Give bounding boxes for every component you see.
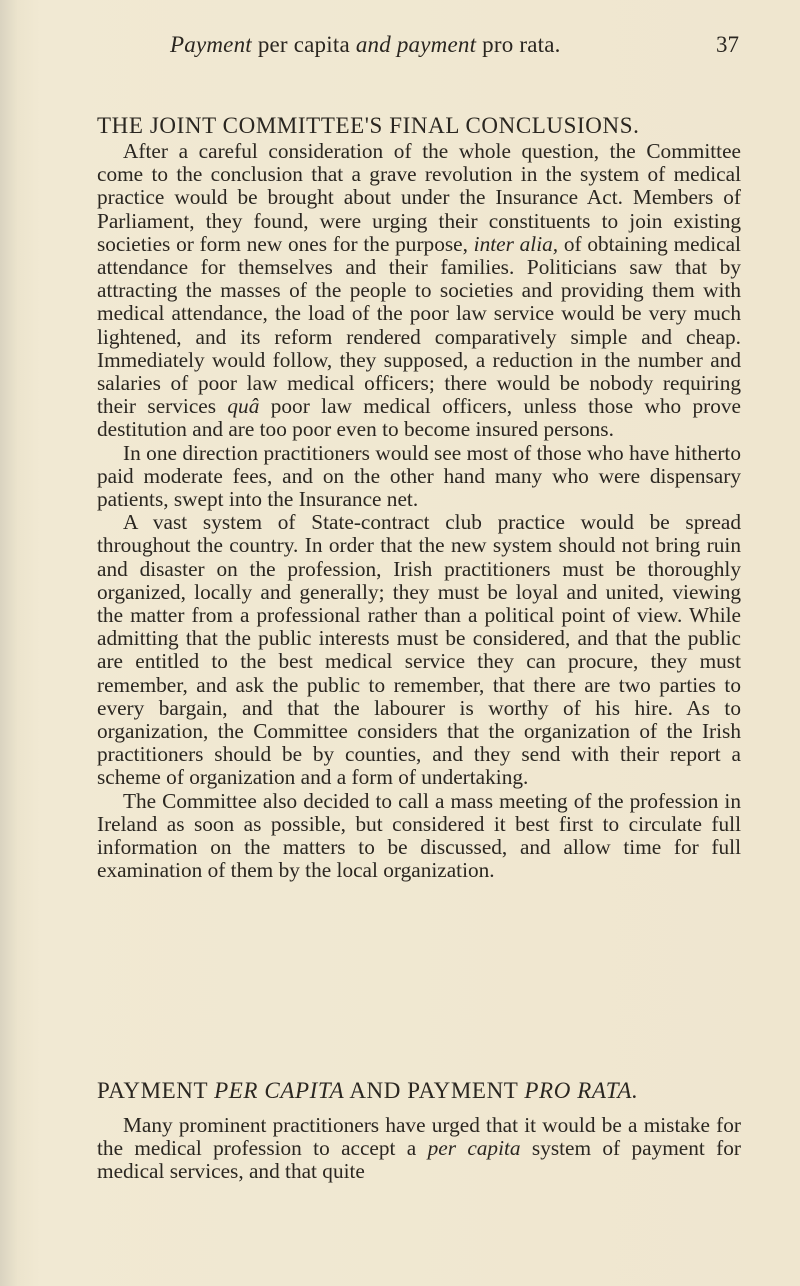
paragraph: A vast system of State-contract club practice would be spread throughout the country. In order that the new system should not bring ruin and disaster on the profession, Irish practitioners must be thoroughly organized, locally and generally; they must be loyal and united, viewing the matter from a professional rather than a political point of view. While admitting that the public interests must be considered, and that the public are entitled to the best medical service they can procure, they must remember, and ask the public to remember, that there are two parties to every bargain, and that the labourer is worthy of his hire. As to organization, the Committee considers that the organization of the Irish practitioners should be by counties, and they send with their report a scheme of organization and a form of undertaking. bbox=[97, 510, 741, 790]
paragraph-text: poor law medical officers, unless those who prove destitution and are too poor even to become insured persons. bbox=[97, 394, 741, 442]
running-head-part1: Payment bbox=[170, 32, 252, 57]
paragraph: In one direction practitioners would see most of those who have hitherto paid moderate fees, and on the other hand many who were dispensary patients, swept into the Insurance net. bbox=[97, 440, 741, 512]
paragraph bbox=[97, 1114, 741, 1184]
heading-part: AND PAYMENT bbox=[344, 1078, 525, 1103]
running-head-part2: per capita bbox=[251, 32, 356, 57]
section-heading-payment bbox=[97, 1078, 737, 1104]
running-head-part4: pro rata. bbox=[476, 32, 561, 57]
heading-italic: PER CAPITA bbox=[214, 1078, 345, 1103]
running-head-part3: and payment bbox=[355, 32, 477, 57]
section-body-payment bbox=[97, 1114, 741, 1184]
italic-phrase: quâ bbox=[227, 394, 260, 419]
paragraph-text: system of payment for medical services, and that quite bbox=[97, 1136, 741, 1184]
paragraph-text: After a careful consideration of the whole question, the Committee come to the conclusion that a grave revolution in the system of medical practice would be brought about under the Insurance Act. Members of Parliament, they found, were urging their constituents to join existing societies or form new ones for the purpose, bbox=[97, 139, 741, 256]
running-head bbox=[170, 32, 615, 58]
italic-phrase: inter alia, bbox=[473, 231, 559, 256]
paragraph-text: of obtaining medical attendance for themselves and their families. Politicians saw that by attracting the masses of the people to societies and providing them with medical attendance, the load of the poor law service would be very much lightened, and its reform rendered comparatively simple and cheap. Immediately would follow, they supposed, a reduction in the number and salaries of poor law medical officers; there would be nobody requiring their services bbox=[97, 231, 741, 419]
heading-part: PAYMENT bbox=[97, 1078, 215, 1103]
section-heading-final-conclusions: THE JOINT COMMITTEE'S FINAL CONCLUSIONS. bbox=[97, 113, 640, 138]
page-number: 37 bbox=[716, 32, 739, 57]
paragraph-text: Many prominent practitioners have urged that it would be a mistake for the medical profession to accept a bbox=[97, 1113, 741, 1161]
italic-phrase: per capita bbox=[427, 1136, 521, 1161]
paragraph: The Committee also decided to call a mass meeting of the profession in Ireland as soon as possible, but considered it best first to circulate full information on the matters to be discussed, and allow time for full examination of them by the local organization. bbox=[97, 788, 741, 883]
heading-italic: PRO RATA. bbox=[524, 1078, 639, 1103]
paragraph bbox=[97, 140, 741, 442]
section-body-final-conclusions bbox=[97, 140, 741, 883]
